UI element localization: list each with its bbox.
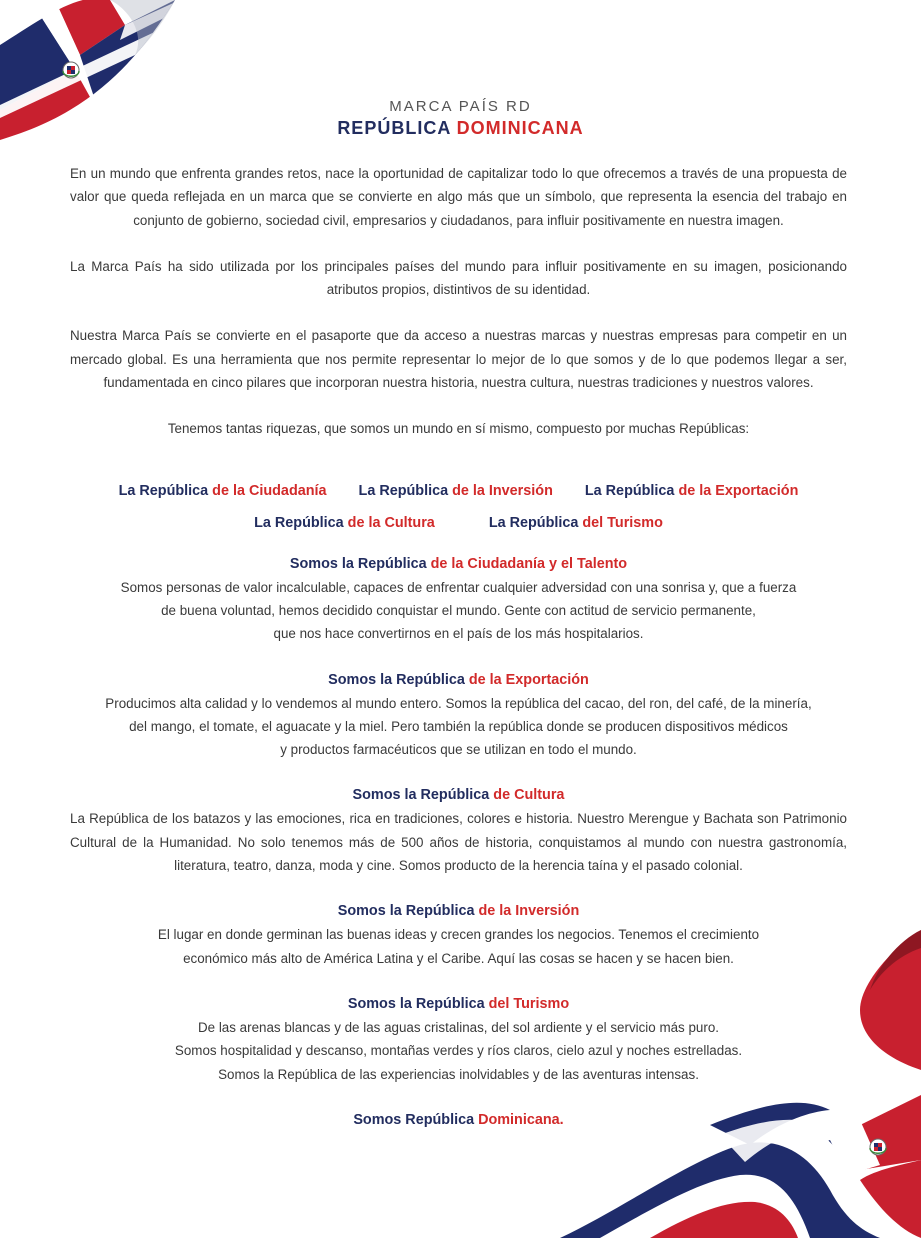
republic-ciudadania: La República de la Ciudadanía: [118, 482, 327, 499]
document-body: [70, 162, 847, 1132]
section-ciudadania: [70, 553, 847, 646]
intro-paragraph-1: En un mundo que enfrenta grandes retos, nace la oportunidad de capitalizar todo lo que ofrecemos a través de una propuesta de valor que queda reflejada en un marca que se convierte en algo más que un símbolo, que representa la esencia del trabajo en conjunto de gobierno, sociedad civil, empresarios y ciudadanos, para influir positivamente en nuestra imagen.: [70, 166, 847, 228]
intro-paragraph-3: Nuestra Marca País se convierte en el pasaporte que da acceso a nuestras marcas y nuestras empresas para competir en un mercado global. Es una herramienta que nos permite representar lo mejor de lo que somos y de lo que podemos llegar a ser, fundamentada en cinco pilares que incorporan nuestra historia, nuestra cultura, nuestras tradiciones y nuestros valores.: [70, 328, 847, 391]
section-cultura: [70, 784, 847, 877]
section-line: Somos hospitalidad y descanso, montañas verdes y ríos claros, cielo azul y noches estrelladas.: [174, 1043, 743, 1059]
section-title: Somos la República de la Ciudadanía y el Talento: [289, 555, 628, 572]
section-title: Somos la República de la Inversión: [337, 903, 580, 920]
section-line: Somos la República de las experiencias inolvidables y de las aventuras intensas.: [218, 1066, 699, 1082]
section-line: El lugar en donde germinan las buenas ideas y crecen grandes los negocios. Tenemos el crecimiento: [157, 927, 760, 943]
coat-of-arms-icon: [870, 1139, 886, 1155]
section-turismo: [70, 993, 847, 1086]
closing-line: Somos República Dominicana.: [353, 1111, 564, 1128]
section-line: de buena voluntad, hemos decidido conquistar el mundo. Gente con actitud de servicio permanente,: [161, 602, 756, 618]
section-line: y productos farmacéuticos que se utilizan en todo el mundo.: [280, 742, 637, 758]
section-line: Somos personas de valor incalculable, capaces de enfrentar cualquier adversidad con una sonrisa y, que a fuerza: [120, 579, 797, 595]
section-exportacion: [70, 669, 847, 762]
section-body: La República de los batazos y las emociones, rica en tradiciones, colores e historia. Nuestro Merengue y Bachata son Patrimonio Cultural de la Humanidad. No solo tenemos más de 500 años de historia, conquistamos al mundo con nuestra gastronomía, literatura, teatro, danza, moda y cine. Somos producto de la herencia taína y el pasado colonial.: [70, 811, 847, 874]
title-part-1: REPÚBLICA: [337, 118, 451, 138]
republic-cultura: La República de la Cultura: [254, 514, 435, 531]
section-title: Somos la República de la Exportación: [328, 671, 589, 688]
republics-row-2: [70, 507, 847, 539]
section-title: Somos la República del Turismo: [347, 995, 570, 1012]
section-line: De las arenas blancas y de las aguas cristalinas, del sol ardiente y el servicio más puro.: [197, 1019, 719, 1035]
coat-of-arms-icon: [63, 62, 79, 78]
section-title: Somos la República de Cultura: [352, 787, 565, 804]
title-part-2: DOMINICANA: [456, 118, 584, 138]
section-line: económico más alto de América Latina y el Caribe. Aquí las cosas se hacen y se hacen bien.: [183, 950, 734, 966]
section-inversion: [70, 900, 847, 970]
intro-paragraph-2: La Marca País ha sido utilizada por los principales países del mundo para influir positivamente en su imagen, posicionando atributos propios, distintivos de su identidad.: [70, 258, 847, 298]
section-line: Producimos alta calidad y lo vendemos al mundo entero. Somos la república del cacao, del ron, del café, de la minería,: [105, 695, 812, 711]
page-header: [0, 98, 921, 139]
page-title: [0, 118, 921, 139]
section-line: del mango, el tomate, el aguacate y la miel. Pero también la república donde se producen dispositivos médicos: [129, 718, 788, 734]
page-kicker: MARCA PAÍS RD: [389, 98, 532, 115]
republics-row-1: [70, 475, 847, 507]
republic-inversion: La República de la Inversión: [358, 482, 553, 499]
section-line: que nos hace convertirnos en el país de los más hospitalarios.: [273, 626, 644, 642]
republic-exportacion: La República de la Exportación: [584, 482, 799, 499]
intro-paragraph-4: Tenemos tantas riquezas, que somos un mundo en sí mismo, compuesto por muchas Repúblicas:: [167, 421, 750, 437]
republic-turismo: La República del Turismo: [488, 514, 663, 531]
